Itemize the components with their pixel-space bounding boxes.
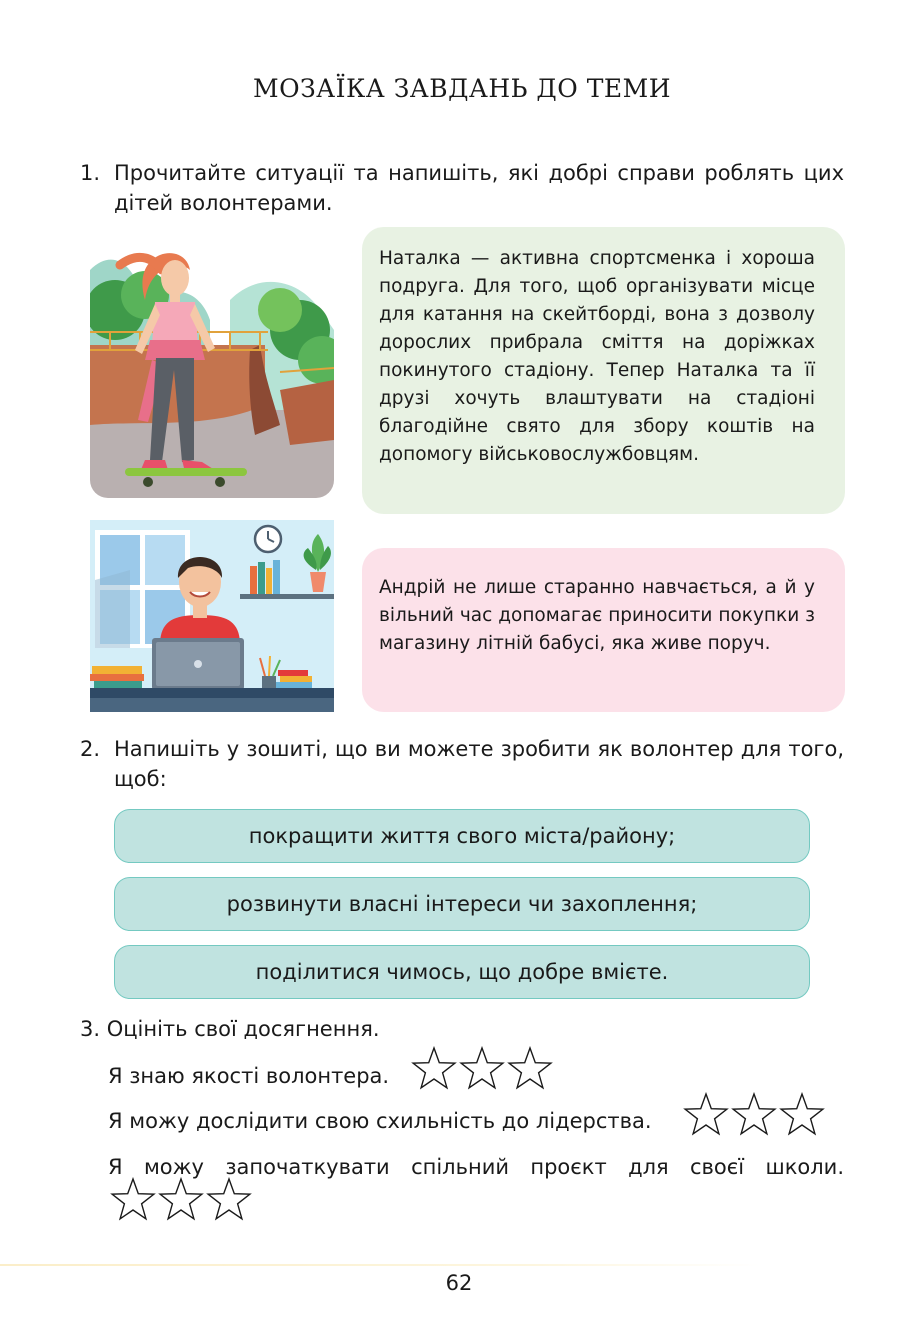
star-rating[interactable] — [110, 1177, 252, 1221]
task-1-number: 1. — [80, 161, 101, 185]
task-3-title: 3. Оцініть свої досягнення. — [80, 1017, 380, 1041]
option-share-skills — [114, 945, 810, 999]
task-1-text: Прочитайте ситуації та напишіть, які добрі справи роблять цих дітей волонтерами. — [114, 161, 844, 215]
option-label: покращити життя свого міста/району; — [248, 824, 676, 848]
story-andriy — [362, 548, 845, 712]
star-rating[interactable] — [411, 1046, 553, 1090]
skateboarder-illustration — [90, 240, 334, 498]
option-develop-interests — [114, 877, 810, 931]
star-icon[interactable] — [158, 1177, 204, 1221]
star-rating[interactable] — [683, 1092, 825, 1136]
option-label: розвинути власні інтереси чи захоплення; — [226, 892, 698, 916]
star-icon[interactable] — [110, 1177, 156, 1221]
star-icon[interactable] — [507, 1046, 553, 1090]
option-improve-city — [114, 809, 810, 863]
story-natalka — [362, 227, 845, 514]
task-2 — [80, 734, 844, 794]
task-2-number: 2. — [80, 737, 101, 761]
star-icon[interactable] — [459, 1046, 505, 1090]
option-label: поділитися чимось, що добре вмієте. — [255, 960, 669, 984]
star-icon[interactable] — [683, 1092, 729, 1136]
star-icon[interactable] — [731, 1092, 777, 1136]
self-assessment-statement: Я знаю якості волонтера. — [108, 1064, 390, 1088]
self-assessment-statement: Я можу дослідити свою схильність до лідерства. — [108, 1109, 652, 1133]
star-icon[interactable] — [779, 1092, 825, 1136]
self-assessment-statement: Я можу започаткувати спільний проєкт для своєї школи. — [108, 1155, 844, 1179]
boy-laptop-illustration — [90, 520, 334, 712]
task-1 — [80, 158, 844, 218]
page-title: МОЗАЇКА ЗАВДАНЬ ДО ТЕМИ — [252, 74, 672, 103]
page-number: 62 — [445, 1271, 473, 1295]
footer-divider — [0, 1264, 760, 1266]
task-2-text: Напишіть у зошиті, що ви можете зробити як волонтер для того, щоб: — [114, 737, 844, 791]
star-icon[interactable] — [411, 1046, 457, 1090]
story-natalka-text: Наталка — активна спортсменка і хороша подруга. Для того, щоб організувати місце для катання на скейтборді, вона з дозволу дорослих прибрала сміття на доріжках покинутого стадіону. Тепер Наталка та її друзі хочуть влаштувати на стадіоні благодійне свято для збору коштів на допомогу військовослужбовцям. — [379, 248, 815, 465]
star-icon[interactable] — [206, 1177, 252, 1221]
story-andriy-text: Андрій не лише старанно навчається, а й у вільний час допомагає приносити покупки з магазину літній бабусі, яка живе поруч. — [379, 577, 815, 654]
